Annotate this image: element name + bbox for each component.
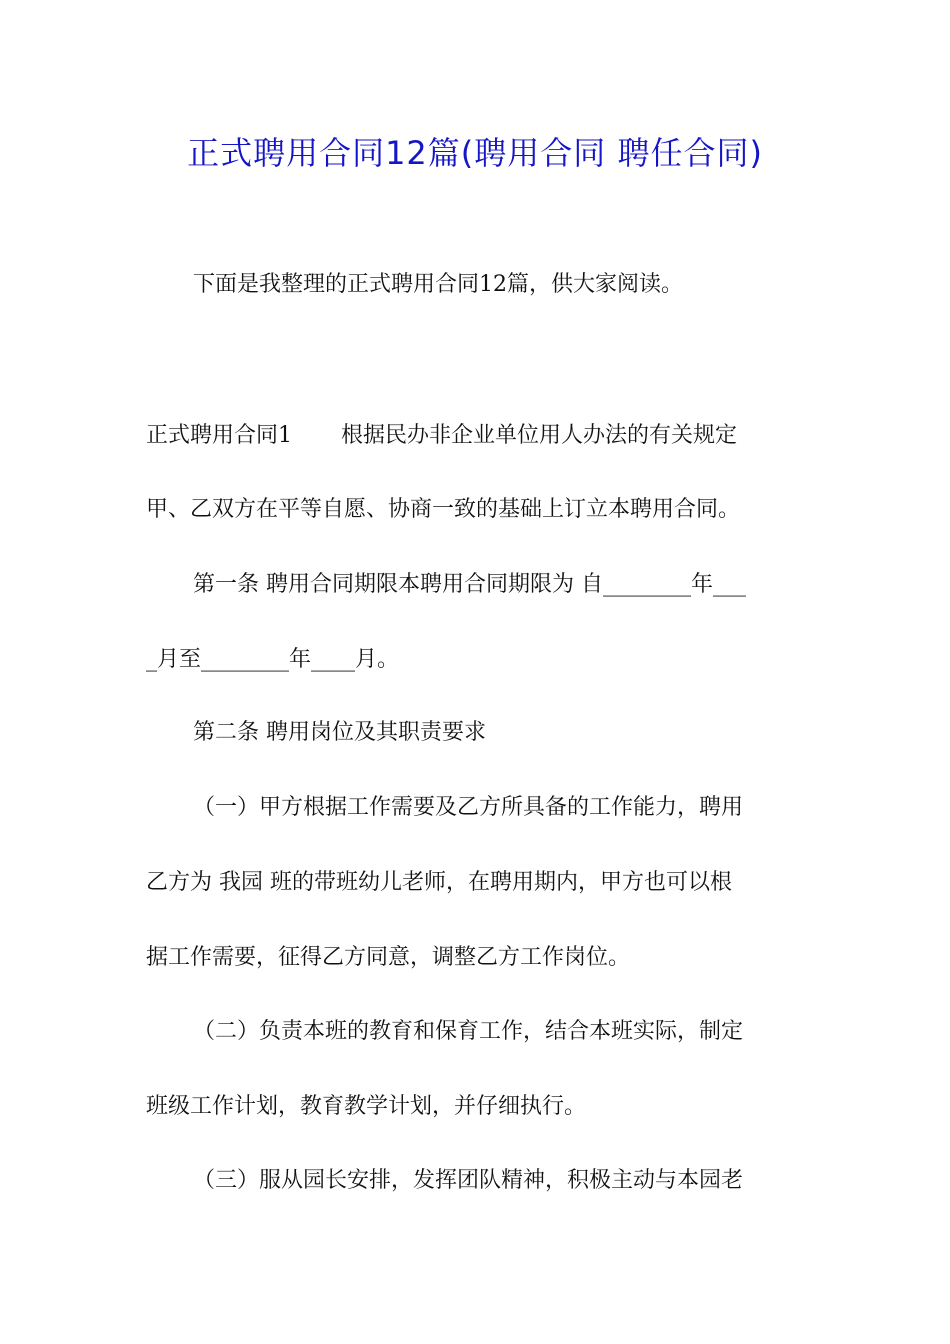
clause-line: 据工作需要，征得乙方同意，调整乙方工作岗位。 (146, 945, 631, 970)
clause-line: _月至________年____月。 (146, 647, 400, 672)
clause-line: （二）负责本班的教育和保育工作，结合本班实际，制定 (193, 1019, 744, 1044)
clause-line: 第一条 聘用合同期限本聘用合同期限为 自________年___ (193, 572, 746, 597)
document-title: 正式聘用合同12篇(聘用合同 聘任合同) (187, 134, 763, 172)
clause-line: （一）甲方根据工作需要及乙方所具备的工作能力，聘用 (193, 795, 744, 820)
clause-line: 乙方为 我园 班的带班幼儿老师，在聘用期内，甲方也可以根 (146, 870, 732, 895)
paragraph-line: 正式聘用合同1 根据民办非企业单位用人办法的有关规定 (146, 423, 737, 448)
clause-line: 班级工作计划，教育教学计划，并仔细执行。 (146, 1094, 587, 1119)
clause-heading: 第二条 聘用岗位及其职责要求 (193, 720, 486, 745)
paragraph-line: 甲、乙双方在平等自愿、协商一致的基础上订立本聘用合同。 (146, 497, 741, 522)
clause-line: （三）服从园长安排，发挥团队精神，积极主动与本园老 (193, 1168, 744, 1193)
intro-line: 下面是我整理的正式聘用合同12篇，供大家阅读。 (193, 272, 683, 297)
